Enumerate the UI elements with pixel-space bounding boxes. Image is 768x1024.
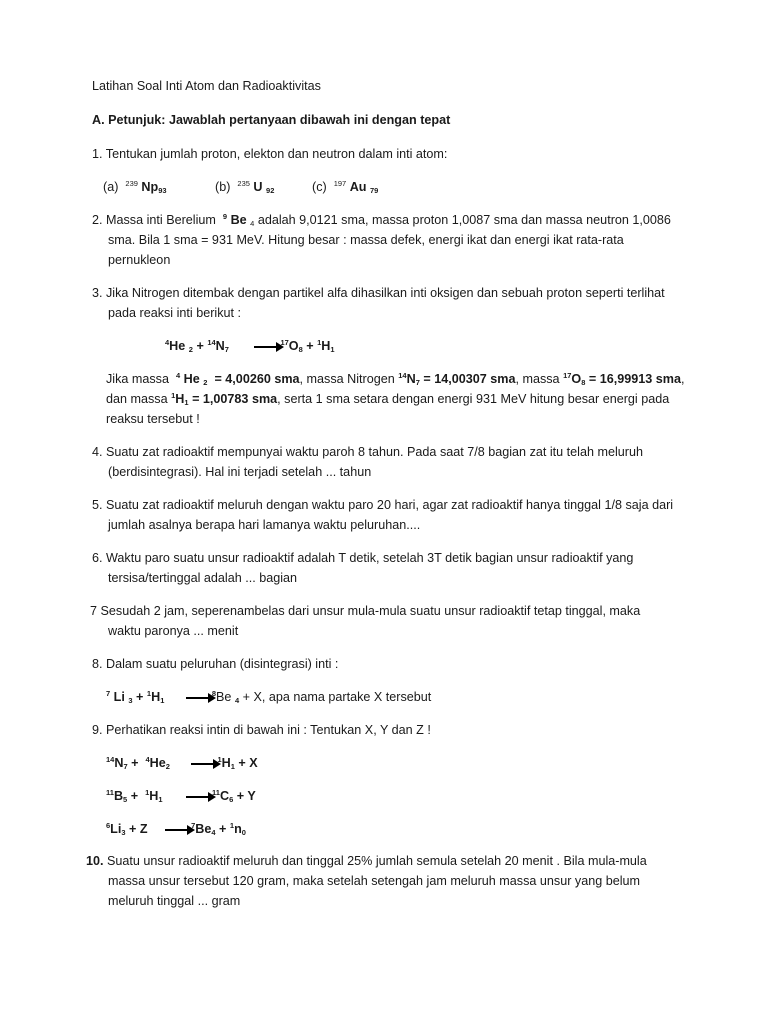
- question-10-line-1: 10. Suatu unsur radioaktif meluruh dan tinggal 25% jumlah semula setelah 20 menit . Bila mula-mula: [86, 854, 647, 868]
- question-4-line-1: 4. Suatu zat radioaktif mempunyai waktu paroh 8 tahun. Pada saat 7/8 bagian zat itu telah meluruh: [92, 445, 643, 459]
- question-9-reaction-2: $^{11}B_5 + ^1H_1$ $^{11}C_6 + Y$: [106, 788, 256, 804]
- question-10-line-3: meluruh tinggal ... gram: [108, 894, 241, 908]
- question-1-option-a: (a) $^{239}$ $Np_{93}$: [103, 179, 167, 195]
- question-2-line-2: sma. Bila 1 sma = 931 MeV. Hitung besar : massa defek, energi ikat dan energi ikat rata-rata: [108, 233, 624, 247]
- question-6-line-1: 6. Waktu paro suatu unsur radioaktif adalah T detik, setelah 3T detik bagian unsur radioaktif yang: [92, 551, 634, 565]
- question-1-option-b: (b) $^{235}$ U $_{92}$: [215, 179, 275, 195]
- question-3-line-1: 3. Jika Nitrogen ditembak dengan partikel alfa dihasilkan inti oksigen dan sebuah proton seperti terlihat: [92, 286, 665, 300]
- question-5-line-2: jumlah asalnya berapa hari lamanya waktu peluruhan....: [108, 518, 421, 532]
- question-3-reaction: $^4$He $_2 + ^{14}N_7$ $^{17}O_8 + ^1H_1$: [165, 338, 335, 354]
- question-8-line-1: 8. Dalam suatu peluruhan (disintegrasi) inti :: [92, 657, 339, 671]
- question-7-line-2: waktu paronya ... menit: [108, 624, 239, 638]
- question-9-reaction-1: $^{14}N_7 + ^4He_2$ $^1H_1 + X$: [106, 755, 258, 771]
- question-6-line-2: tersisa/tertinggal adalah ... bagian: [108, 571, 298, 585]
- question-5-line-1: 5. Suatu zat radioaktif meluruh dengan waktu paro 20 hari, agar zat radioaktif hanya tinggal 1/8 saja dari: [92, 498, 674, 512]
- question-2-line-3: pernukleon: [108, 253, 171, 267]
- question-4-line-2: (berdisintegrasi). Hal ini terjadi setelah ... tahun: [108, 465, 372, 479]
- question-9-line-1: 9. Perhatikan reaksi intin di bawah ini : Tentukan X, Y dan Z !: [92, 723, 431, 737]
- question-3-mass-line-3: reaksu tersebut !: [106, 412, 200, 426]
- question-3-mass-line-1: Jika massa $^4$ He $_2$ = 4,00260 sma, massa Nitrogen $^{14}N_7 = 14,00307$ sma, massa $^{17}O_8 = 16,99913$ sma,: [106, 371, 685, 387]
- question-1-option-c: (c) $^{197}$ Au $_{79}$: [312, 179, 379, 195]
- instruction-heading: A. Petunjuk: Jawablah pertanyaan dibawah ini dengan tepat: [92, 113, 451, 127]
- question-1-text: 1. Tentukan jumlah proton, elekton dan neutron dalam inti atom:: [92, 147, 448, 161]
- question-8-reaction: $^7$ Li $_3 + ^1H_1$ $^8$Be $_4$ + X, apa nama partake X tersebut: [106, 689, 432, 705]
- question-10-line-2: massa unsur tersebut 120 gram, maka setelah setengah jam meluruh massa unsur yang belum: [108, 874, 641, 888]
- question-3-mass-line-2: dan massa $^1H_1 = 1,00783$ sma, serta 1 sma setara dengan energi 931 MeV hitung besar energi pada: [106, 391, 670, 407]
- question-7-line-1: 7 Sesudah 2 jam, seperenambelas dari unsur mula-mula suatu unsur radioaktif tetap tinggal, maka: [90, 604, 641, 618]
- question-3-line-2: pada reaksi inti berikut :: [108, 306, 242, 320]
- question-2-line-1: 2. Massa inti Berelium $^9$ Be $_4$ adalah 9,0121 sma, massa proton 1,0087 sma dan massa neutron 1,0086: [92, 212, 671, 228]
- question-9-reaction-3: $^6Li_3 + Z$ $^7Be_4 + ^1n_0$: [106, 821, 246, 837]
- page-title: Latihan Soal Inti Atom dan Radioaktivitas: [92, 79, 321, 93]
